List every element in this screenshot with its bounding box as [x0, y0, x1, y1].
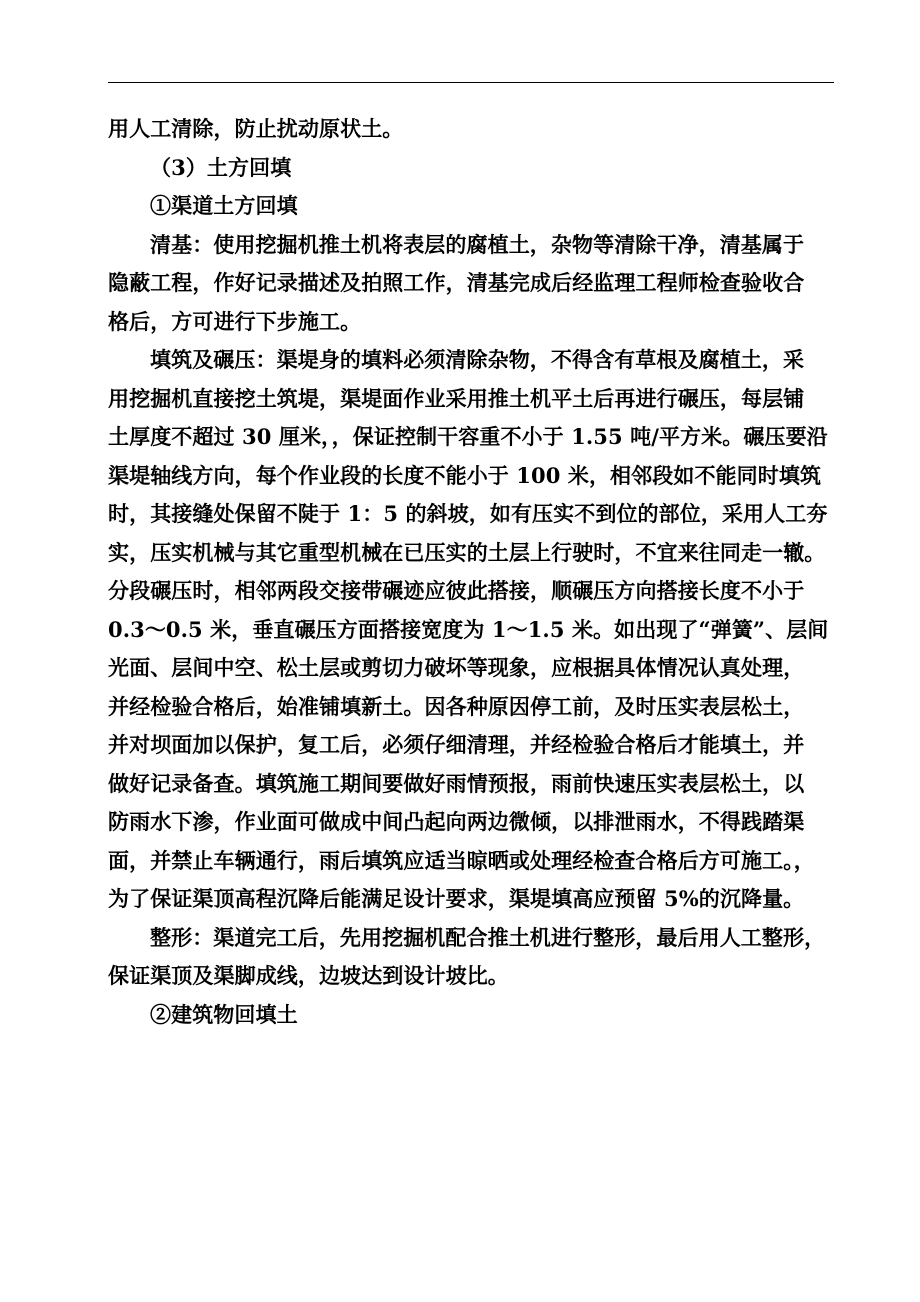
paragraph-continuation: [108, 110, 834, 149]
subsection-heading-channel-backfill: [108, 187, 834, 226]
document-body: [108, 110, 834, 1034]
text-line: 土厚度不超过 30 厘米，，保证控制干容重不小于 1.55 吨/平方米。碾压要沿: [108, 424, 828, 449]
paragraph-shaping: [108, 919, 834, 996]
text-line: 用挖掘机直接挖土筑堤，渠堤面作业采用推土机平土后再进行碾压，每层铺: [108, 385, 805, 411]
text-line: 分段碾压时，相邻两段交接带碾迹应彼此搭接，顺碾压方向搭接长度不小于: [108, 578, 805, 603]
text-line: 填筑及碾压：渠堤身的填料必须清除杂物，不得含有草根及腐植土，采: [150, 347, 805, 372]
text-line: 保证渠顶及渠脚成线，边坡达到设计坡比。: [108, 963, 509, 988]
text-line: 为了保证渠顶高程沉降后能满足设计要求，渠堤填高应预留 5%的沉降量。: [108, 886, 805, 911]
header-rule: [108, 82, 834, 83]
text-line: 0.3～0.5 米，垂直碾压方面搭接宽度为 1～1.5 米。如出现了“弹簧”、层间: [108, 616, 829, 642]
text-line: 清基：使用挖掘机推土机将表层的腐植土，杂物等清除干净，清基属于: [150, 231, 805, 257]
text-line: 隐蔽工程，作好记录描述及拍照工作，清基完成后经监理工程师检查验收合: [108, 270, 805, 295]
paragraph-filling-compaction: [108, 341, 834, 919]
text-line: 并对坝面加以保护，复工后，必须仔细清理，并经检验合格后才能填土，并: [108, 732, 805, 757]
text-line: 用人工清除，防止扰动原状土。: [108, 116, 404, 141]
text-line: 光面、层间中空、松土层或剪切力破坏等现象，应根据具体情况认真处理，: [108, 655, 805, 680]
paragraph-clearing: [108, 226, 834, 342]
text-line: 防雨水下渗，作业面可做成中间凸起向两边微倾，以排泄雨水，不得践踏渠: [108, 809, 805, 834]
text-line: 实，压实机械与其它重型机械在已压实的土层上行驶时，不宜来往同走一辙。: [108, 539, 826, 565]
text-line: ①渠道土方回填: [150, 193, 298, 218]
text-line: 整形：渠道完工后，先用挖掘机配合推土机进行整形，最后用人工整形，: [150, 924, 826, 950]
section-heading-earth-backfill: [108, 149, 834, 188]
text-line: 做好记录备查。填筑施工期间要做好雨情预报，雨前快速压实表层松土，以: [108, 770, 805, 796]
text-line: 时，其接缝处保留不陡于 1：5 的斜坡，如有压实不到位的部位，采用人工夯: [108, 501, 828, 526]
text-line: 面，并禁止车辆通行，雨后填筑应适当晾晒或处理经检查合格后方可施工。，: [108, 847, 815, 873]
subsection-heading-structure-backfill: [108, 996, 834, 1035]
text-line: 并经检验合格后，始准铺填新土。因各种原因停工前，及时压实表层松土，: [108, 693, 805, 719]
text-line: （3）土方回填: [150, 154, 292, 180]
text-line: 渠堤轴线方向，每个作业段的长度不能小于 100 米，相邻段如不能同时填筑: [108, 462, 822, 488]
text-line: ②建筑物回填土: [150, 1001, 298, 1027]
text-line: 格后，方可进行下步施工。: [108, 308, 362, 334]
